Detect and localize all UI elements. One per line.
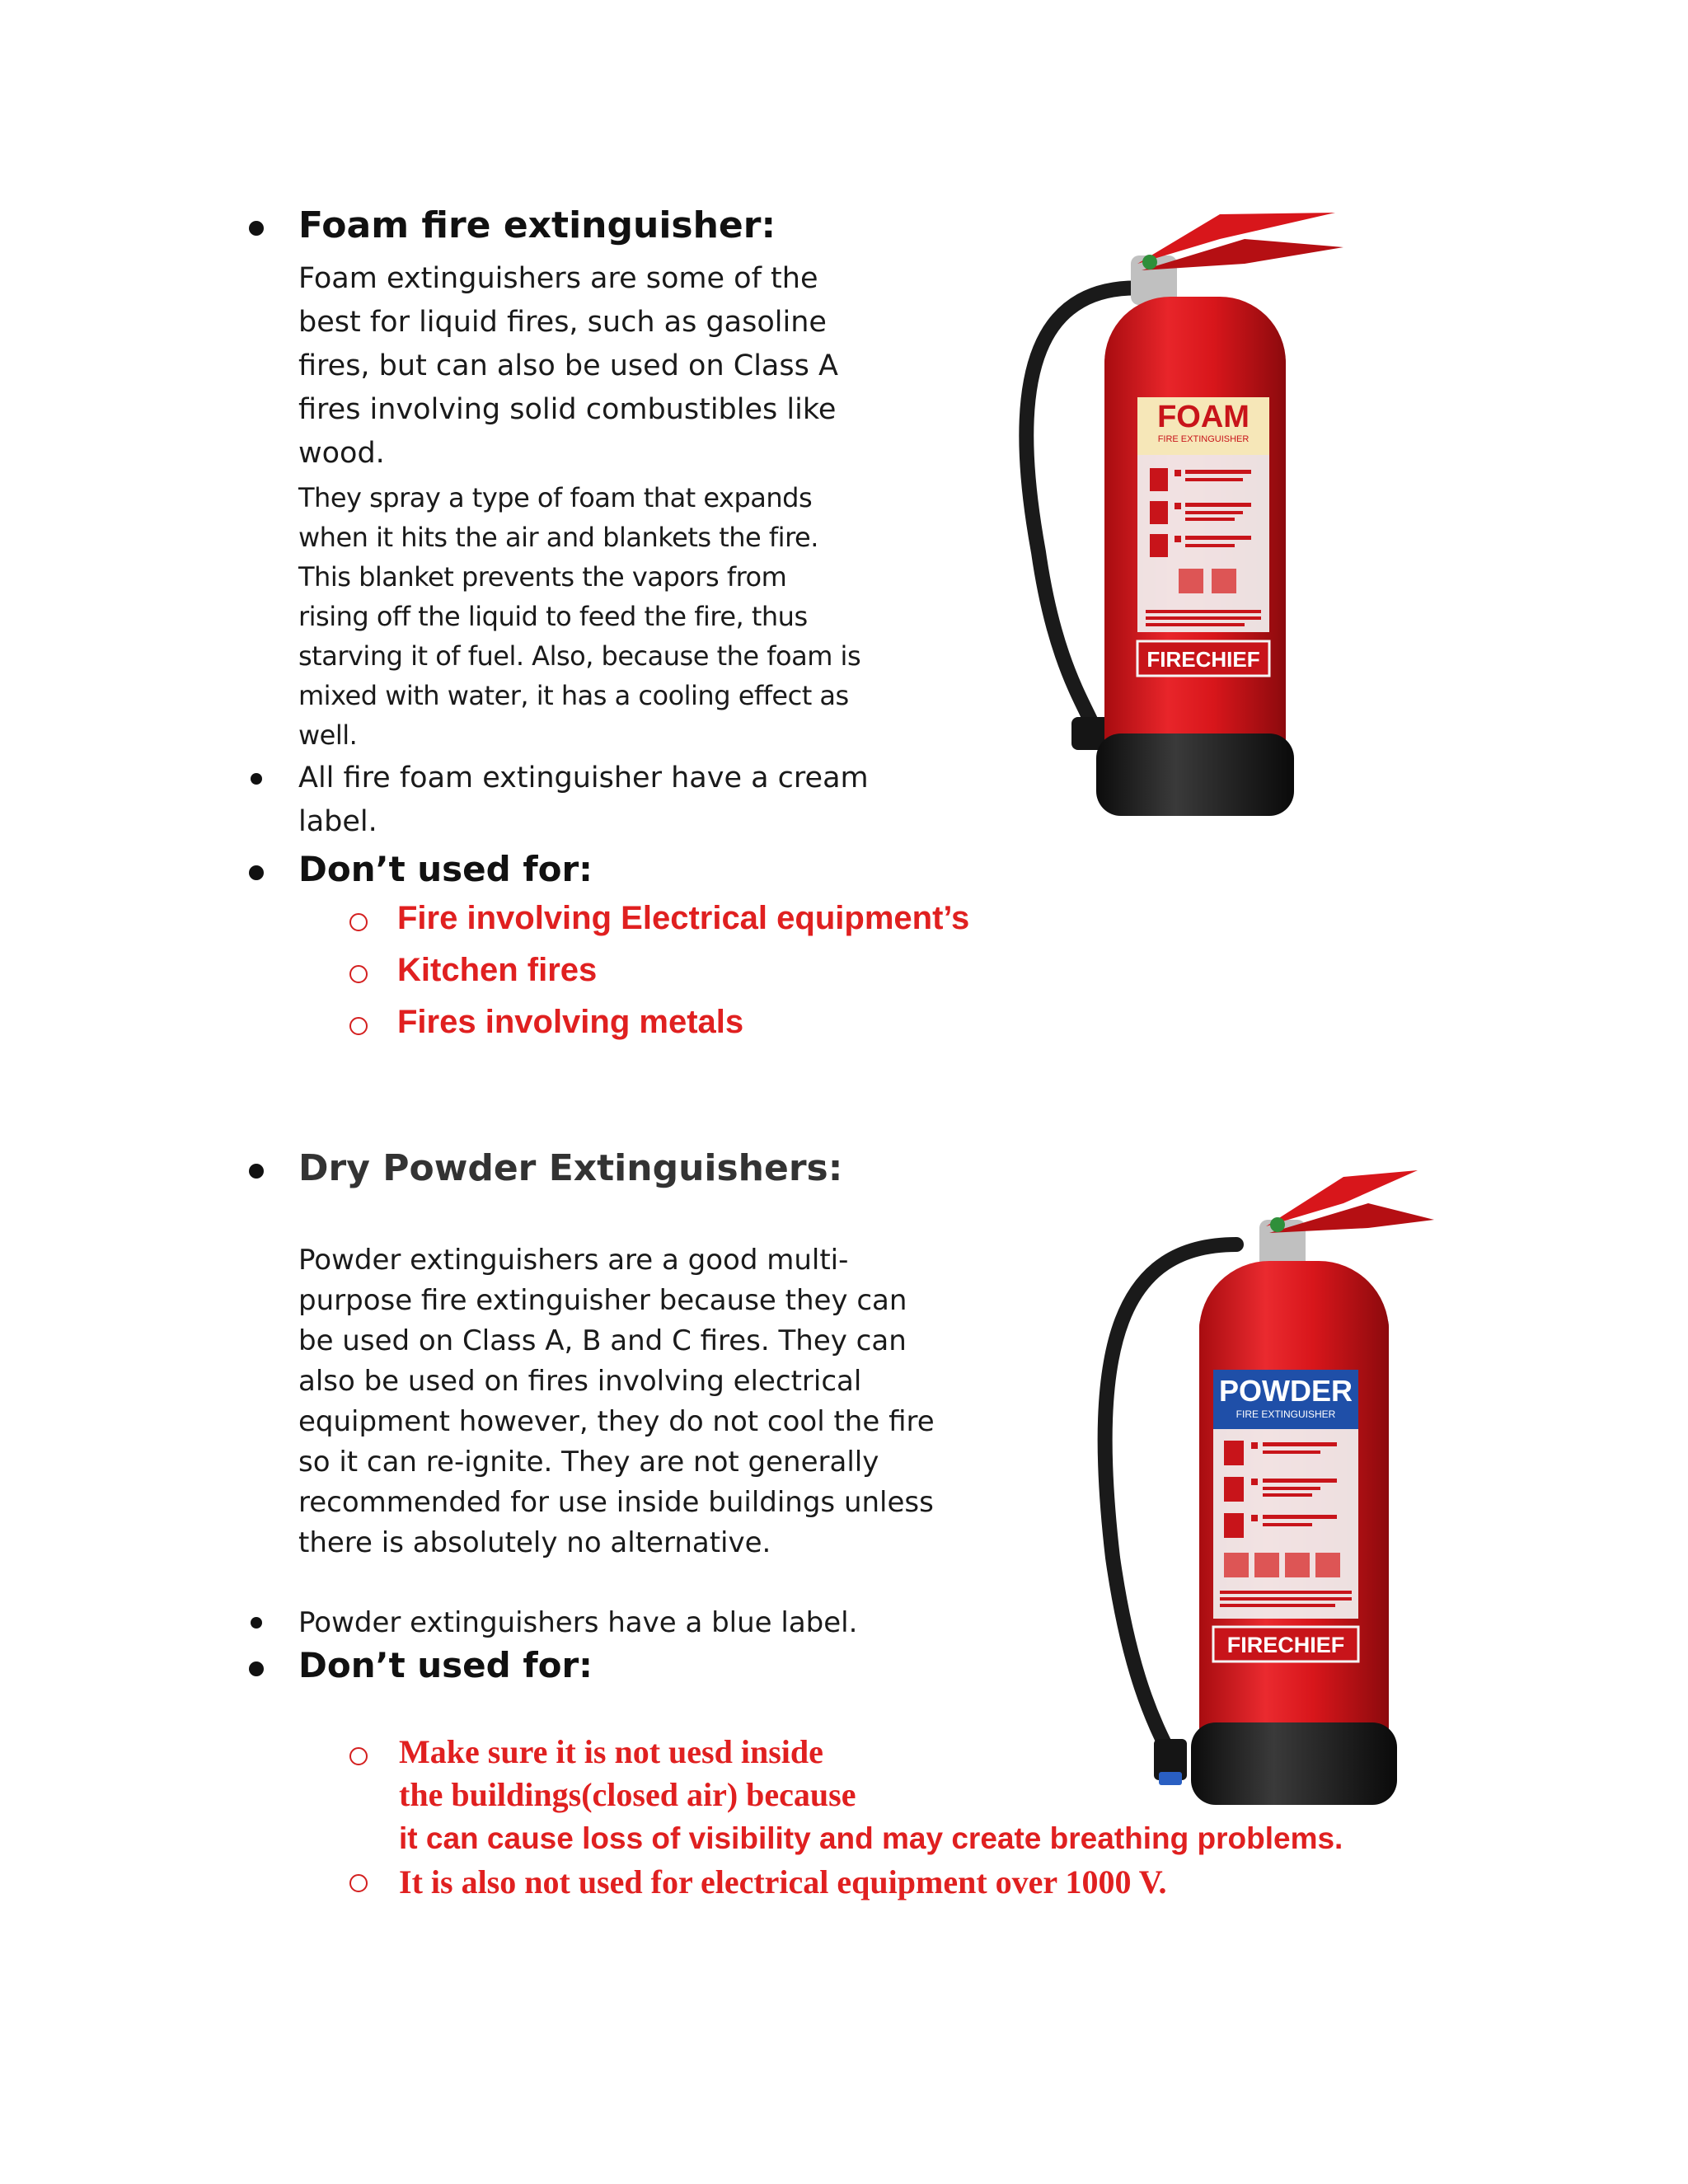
powder-label-sub: FIRE EXTINGUISHER [1236,1408,1336,1420]
bullet [251,1617,262,1629]
text-line: They spray a type of foam that expands [298,482,813,513]
powder-dont-item-1-continued: it can cause loss of visibility and may create breathing problems. [399,1821,1343,1855]
foam-dont-item: Kitchen fires [397,952,598,988]
text-line: label. [298,805,377,838]
foam-brand: FIRECHIEF [1146,647,1260,672]
powder-extinguisher-image [1071,1162,1451,1813]
circle-bullet [349,1874,368,1892]
text-line: best for liquid fires, such as gasoline [298,306,827,339]
text-line: All fire foam extinguisher have a cream [298,762,869,794]
foam-label-sub: FIRE EXTINGUISHER [1157,434,1250,444]
text-line: Foam extinguishers are some of the [298,262,818,295]
text-line: there is absolutely no alternative. [298,1526,771,1559]
text-line: fires involving solid combustibles like [298,393,837,426]
bullet [249,865,264,880]
text-line: equipment however, they do not cool the fire [298,1405,935,1438]
powder-dont-item-2: It is also not used for electrical equipment over 1000 V. [399,1863,1167,1900]
foam-label-note [298,757,869,844]
circle-bullet [349,965,368,983]
powder-dont-heading: Don’t used for: [298,1645,593,1685]
foam-dont-item: Fire involving Electrical equipment’s [397,900,970,936]
foam-paragraph-2 [298,478,860,755]
text-line: recommended for use inside buildings unless [298,1486,934,1519]
powder-label-note: Powder extinguishers have a blue label. [298,1606,858,1639]
foam-heading: Foam fire extinguisher: [298,204,776,246]
foam-paragraph-1 [298,257,838,476]
text-line: starving it of fuel. Also, because the foam is [298,640,861,672]
circle-bullet [349,913,368,931]
powder-brand: FIRECHIEF [1226,1633,1345,1657]
text-line: so it can re-ignite. They are not generally [298,1446,879,1479]
circle-bullet [349,1017,368,1035]
text-line: well. [298,719,358,751]
text-line: mixed with water, it has a cooling effect as [298,680,849,711]
text-line: rising off the liquid to feed the fire, thus [298,601,808,632]
text-line: Make sure it is not uesd inside [399,1733,823,1770]
text-line: also be used on fires involving electrical [298,1365,862,1398]
text-line: This blanket prevents the vapors from [298,561,787,593]
bullet [249,1661,264,1676]
text-line: Powder extinguishers are a good multi- [298,1244,849,1277]
powder-paragraph [298,1240,935,1563]
text-line: the buildings(closed air) because [399,1776,856,1813]
text-line: purpose fire extinguisher because they can [298,1284,907,1317]
text-line: be used on Class A, B and C fires. They can [298,1324,907,1357]
bullet [249,1164,264,1179]
circle-bullet [349,1747,368,1765]
foam-dont-item: Fires involving metals [397,1004,744,1040]
powder-label-title: POWDER [1219,1374,1353,1408]
powder-dont-item-1 [399,1731,856,1816]
foam-label-title: FOAM [1157,400,1250,434]
bullet [251,773,262,785]
text-line: wood. [298,437,385,470]
text-line: fires, but can also be used on Class A [298,349,838,382]
foam-dont-heading: Don’t used for: [298,849,593,889]
bullet [249,221,264,236]
foam-extinguisher-image [973,206,1352,824]
powder-heading: Dry Powder Extinguishers: [298,1147,843,1189]
text-line: when it hits the air and blankets the fire. [298,522,818,553]
